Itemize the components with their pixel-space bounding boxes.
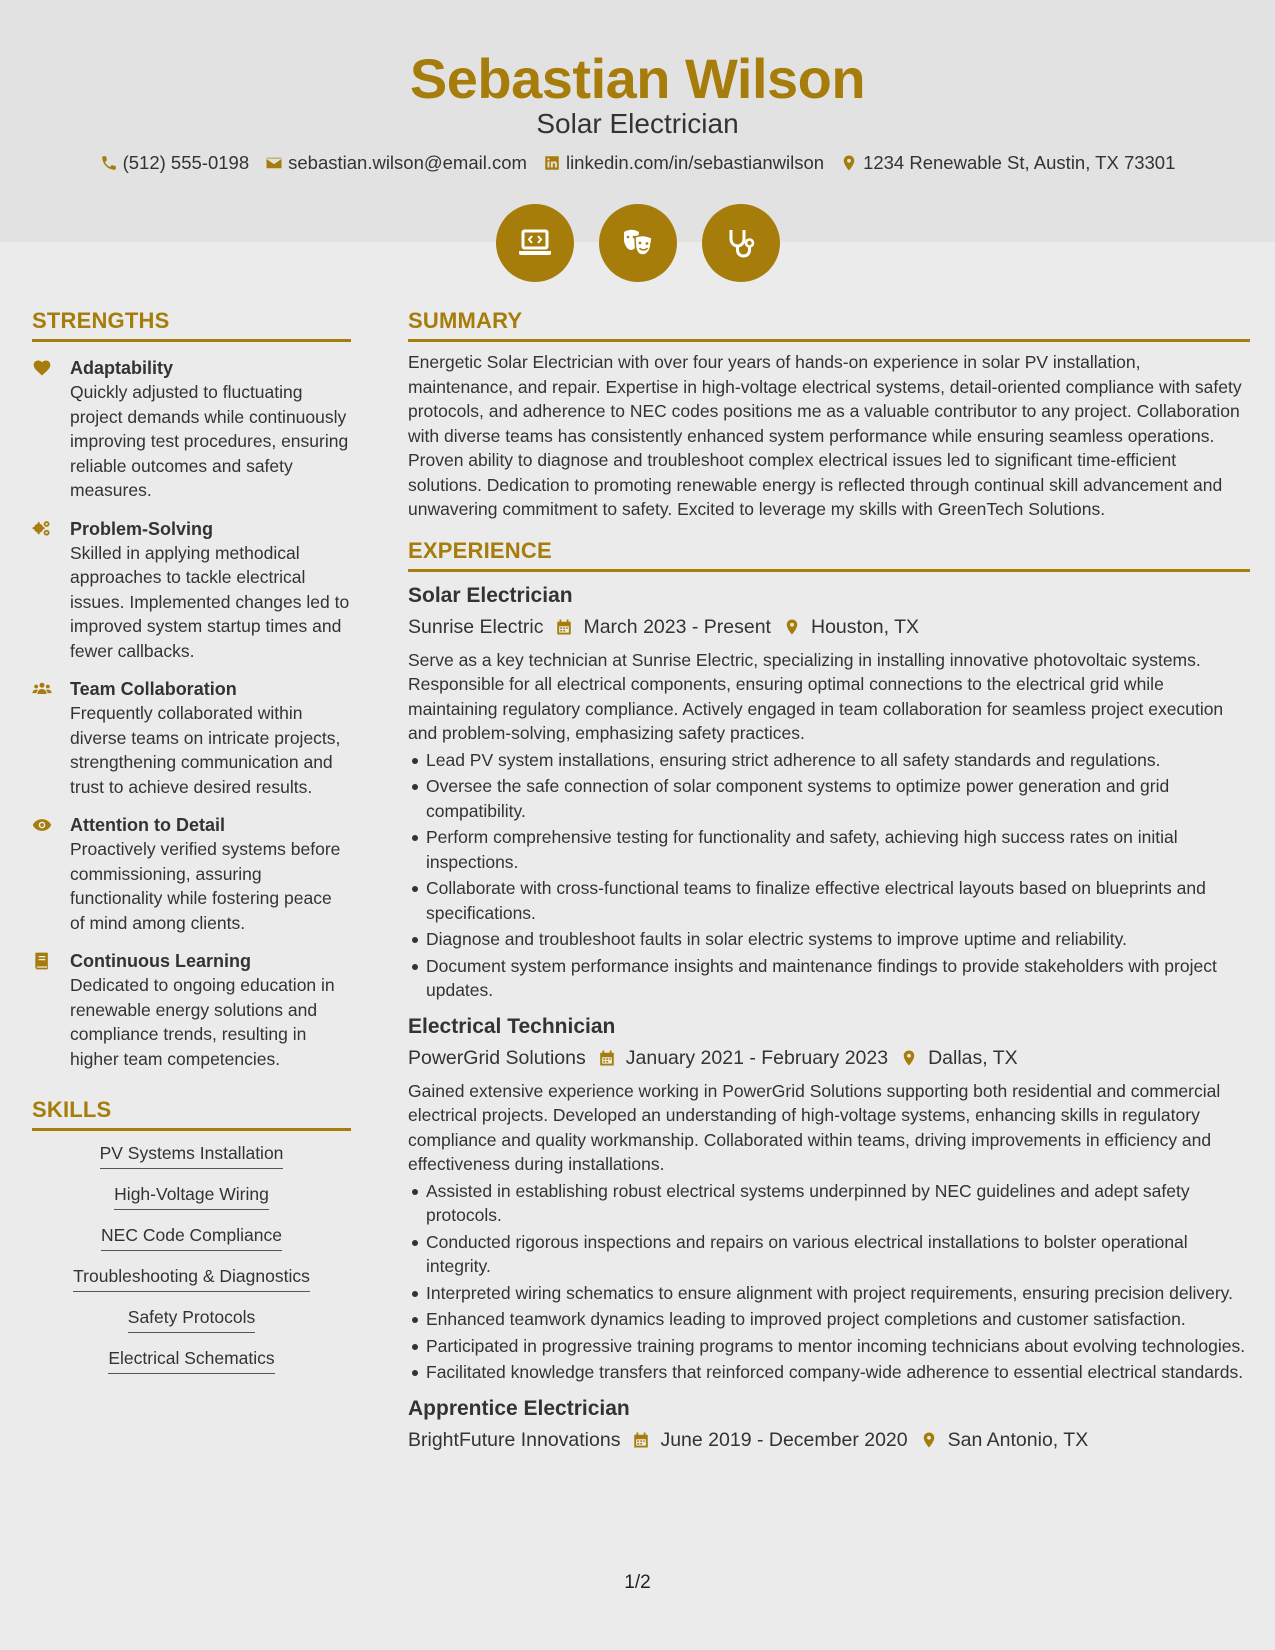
skill-item: High-Voltage Wiring (114, 1184, 269, 1210)
calendar-icon (632, 1431, 650, 1449)
linkedin-icon (543, 154, 561, 172)
job-description: Gained extensive experience working in PowerGrid Solutions supporting both residential and commercial electrical projects. Developed an understanding of high-voltage systems, enhancing skills in regulatory compliance and quality workmanship. Collaborated within teams, driving improvements in efficiency and effectiveness during installations. (408, 1080, 1221, 1174)
candidate-title: Solar Electrician (536, 108, 739, 139)
job-company: PowerGrid Solutions (408, 1046, 586, 1069)
experience-section (408, 538, 1250, 1453)
job-dates: June 2019 - December 2020 (660, 1428, 908, 1451)
job-location: Dallas, TX (928, 1046, 1018, 1069)
strength-desc: Proactively verified systems before commissioning, assuring functionality while fostering peace of mind among clients. (70, 839, 341, 933)
strength-item (32, 517, 351, 664)
job-bullet: Enhanced teamwork dynamics leading to improved project completions and customer satisfaction. (426, 1307, 1250, 1332)
job-location: San Antonio, TX (947, 1428, 1089, 1451)
contact-phone-text: (512) 555-0198 (122, 152, 250, 173)
location-pin-icon (783, 618, 801, 636)
users-icon (32, 679, 52, 699)
job-bullet: Lead PV system installations, ensuring strict adherence to all safety standards and regulations. (426, 748, 1250, 773)
calendar-icon (555, 618, 573, 636)
theater-masks-badge (599, 204, 677, 282)
job-bullet: Facilitated knowledge transfers that reinforced company-wide adherence to essential electrical standards. (426, 1360, 1250, 1385)
phone-icon (100, 154, 118, 172)
skill-item: PV Systems Installation (100, 1143, 284, 1169)
book-icon (32, 951, 52, 971)
job-entry (408, 582, 1250, 1003)
summary-heading: SUMMARY (408, 308, 1250, 342)
skills-section (32, 1097, 351, 1389)
strength-title: Team Collaboration (70, 679, 237, 699)
skills-heading: SKILLS (32, 1097, 351, 1131)
job-bullet: Participated in progressive training programs to mentor incoming technicians about evolving technologies. (426, 1334, 1250, 1359)
strength-desc: Dedicated to ongoing education in renewable energy solutions and compliance trends, resulting in higher team competencies. (70, 975, 335, 1069)
candidate-name: Sebastian Wilson (409, 47, 866, 110)
job-dates: January 2021 - February 2023 (625, 1046, 889, 1069)
location-pin-icon (900, 1049, 918, 1067)
strength-item (32, 949, 351, 1071)
location-pin-icon (920, 1431, 938, 1449)
strength-title: Problem-Solving (70, 518, 214, 539)
location-pin-icon (840, 154, 858, 172)
job-dates: March 2023 - Present (583, 615, 771, 638)
envelope-icon (265, 154, 283, 172)
contact-phone[interactable] (100, 152, 250, 174)
laptop-code-badge (496, 204, 574, 282)
badge-row (0, 204, 1275, 282)
left-column (32, 308, 351, 1389)
right-column (408, 308, 1250, 1453)
job-title: Electrical Technician (408, 1014, 616, 1038)
strength-desc: Skilled in applying methodical approaches to tackle electrical issues. Implemented changes led to improved system startup times and fewer callbacks. (70, 542, 350, 661)
skill-list (32, 1143, 351, 1389)
strength-item (32, 356, 351, 503)
strength-title: Adaptability (70, 358, 174, 378)
eye-icon (32, 815, 52, 835)
contact-bar (0, 152, 1275, 174)
contact-linkedin-text: linkedin.com/in/sebastianwilson (565, 152, 825, 173)
strength-title: Attention to Detail (70, 815, 225, 835)
contact-address-text: 1234 Renewable St, Austin, TX 73301 (863, 152, 1176, 173)
job-bullet: Interpreted wiring schematics to ensure alignment with project requirements, ensuring precision delivery. (426, 1281, 1250, 1306)
job-bullet: Diagnose and troubleshoot faults in solar electric systems to improve uptime and reliability. (426, 927, 1250, 952)
job-entry (408, 1013, 1250, 1385)
experience-heading: EXPERIENCE (408, 538, 1250, 572)
strength-item (32, 677, 351, 799)
job-description: Serve as a key technician at Sunrise Electric, specializing in installing innovative photovoltaic systems. Responsible for all electrical components, ensuring optimal connections to the electrical grid while maintaining regulatory compliance. Actively engaged in team collaboration for seamless project execution and problem-solving, emphasizing safety practices. (408, 649, 1224, 743)
strength-title: Continuous Learning (70, 951, 251, 971)
job-title: Apprentice Electrician (408, 1396, 630, 1420)
contact-linkedin[interactable] (543, 152, 824, 174)
skill-item: Safety Protocols (128, 1307, 255, 1333)
contact-email[interactable] (265, 152, 527, 174)
strengths-heading: STRENGTHS (32, 308, 351, 342)
skill-item: Electrical Schematics (108, 1348, 274, 1374)
heart-icon (32, 358, 52, 378)
job-bullet: Conducted rigorous inspections and repairs on various electrical installations to bolster operational integrity. (426, 1230, 1250, 1279)
laptop-code-icon (515, 223, 555, 263)
job-entry (408, 1395, 1250, 1453)
job-bullet: Oversee the safe connection of solar component systems to optimize power generation and grid compatibility. (426, 774, 1250, 823)
skill-item: NEC Code Compliance (101, 1225, 282, 1251)
theater-masks-icon (618, 223, 658, 263)
calendar-icon (598, 1049, 616, 1067)
gears-icon (32, 519, 52, 539)
job-meta (408, 614, 1250, 640)
job-bullet: Assisted in establishing robust electrical systems underpinned by NEC guidelines and adept safety protocols. (426, 1179, 1250, 1228)
summary-text: Energetic Solar Electrician with over four years of hands-on experience in solar PV installation, maintenance, and repair. Expertise in high-voltage electrical systems, detail-oriented compliance with safety protocols, and adherence to NEC codes positions me as a valuable contributor to any project. Collaboration with diverse teams has consistently enhanced system performance while ensuring seamless operations. Proven ability to diagnose and troubleshoot complex electrical issues led to significant time-efficient solutions. Dedication to promoting renewable energy is reflected through continual skill advancement and unwavering commitment to safety. Excited to leverage my skills with GreenTech Solutions. (408, 352, 1242, 519)
job-bullet: Collaborate with cross-functional teams to finalize effective electrical layouts based on blueprints and specifications. (426, 876, 1250, 925)
job-bullets (408, 1179, 1250, 1385)
job-bullets (408, 748, 1250, 1003)
job-location: Houston, TX (810, 615, 920, 638)
strength-item (32, 813, 351, 935)
job-meta (408, 1427, 1250, 1453)
contact-email-text: sebastian.wilson@email.com (288, 152, 527, 173)
job-bullet: Perform comprehensive testing for functionality and safety, achieving high success rates on initial inspections. (426, 825, 1250, 874)
job-company: BrightFuture Innovations (408, 1428, 621, 1451)
strength-desc: Frequently collaborated within diverse teams on intricate projects, strengthening communication and trust to achieve desired results. (70, 703, 341, 797)
strength-desc: Quickly adjusted to fluctuating project demands while continuously improving test procedures, ensuring reliable outcomes and safety measures. (70, 382, 349, 500)
job-meta (408, 1045, 1250, 1071)
contact-address (840, 152, 1175, 174)
stethoscope-icon (721, 223, 761, 263)
stethoscope-badge (702, 204, 780, 282)
job-company: Sunrise Electric (408, 615, 544, 638)
skill-item: Troubleshooting & Diagnostics (73, 1266, 310, 1292)
page-number: 1/2 (624, 1572, 651, 1593)
job-bullet: Document system performance insights and maintenance findings to provide stakeholders with project updates. (426, 954, 1250, 1003)
job-title: Solar Electrician (408, 583, 573, 607)
